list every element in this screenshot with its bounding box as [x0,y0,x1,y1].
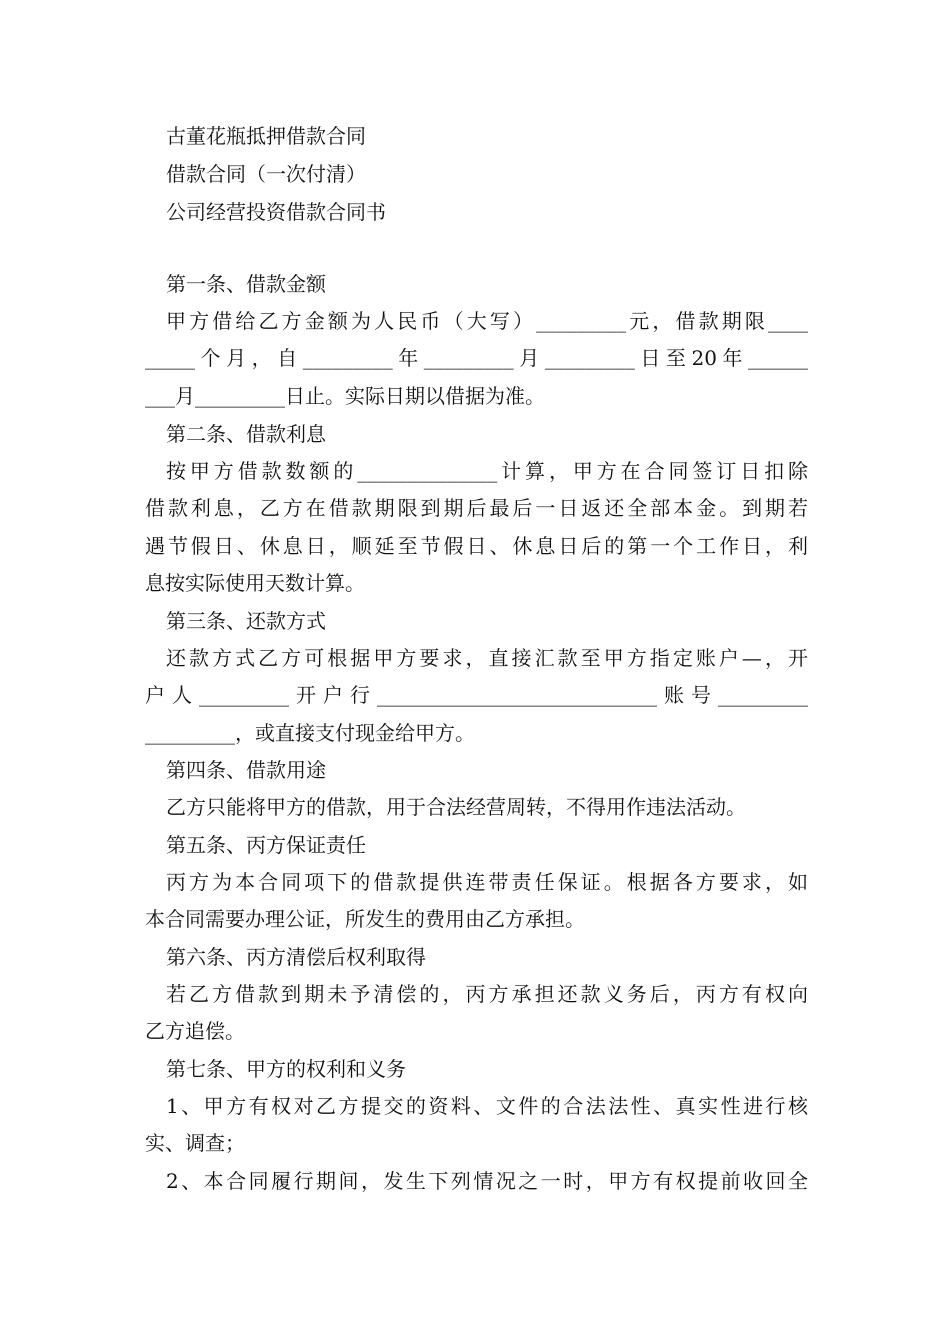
title-line-2: 借款合同（一次付清） [166,162,366,186]
title-line-1: 古董花瓶抵押借款合同 [166,124,366,148]
body-line: 丙方为本合同项下的借款提供连带责任保证。根据各方要求，如 [166,870,808,894]
body-line: 息按实际使用天数计算。 [145,571,365,595]
article-6-heading: 第六条、丙方清偿后权利取得 [166,945,426,969]
body-line: ___月_________日止。实际日期以借据为准。 [145,384,545,408]
article-7-heading: 第七条、甲方的权利和义务 [166,1057,406,1081]
body-line: 按甲方借款数额的______________计算，甲方在合同签订日扣除 [166,459,808,483]
article-2-heading: 第二条、借款利息 [166,422,326,446]
body-line: 乙方只能将甲方的借款，用于合法经营周转，不得用作违法活动。 [166,795,746,819]
article-4-heading: 第四条、借款用途 [166,758,326,782]
title-line-3: 公司经营投资借款合同书 [166,200,386,224]
article-1-heading: 第一条、借款金额 [166,272,326,296]
body-line: 遇节假日、休息日，顺延至节假日、休息日后的第一个工作日，利 [145,534,808,558]
body-line: 1、甲方有权对乙方提交的资料、文件的合法法性、真实性进行核 [166,1094,808,1118]
article-5-heading: 第五条、丙方保证责任 [166,833,366,857]
body-line: 还款方式乙方可根据甲方要求，直接汇款至甲方指定账户—，开 [166,646,808,670]
body-line: 户人_________开户行____________________________账号_________ [145,683,808,707]
article-3-heading: 第三条、还款方式 [166,609,326,633]
body-line: 2、本合同履行期间，发生下列情况之一时，甲方有权提前收回全 [166,1169,808,1193]
body-line: _________，或直接支付现金给甲方。 [145,721,475,745]
body-line: 借款利息，乙方在借款期限到期后最后一日返还全部本金。到期若 [145,496,808,520]
body-line: 本合同需要办理公证，所发生的费用由乙方承担。 [145,907,585,931]
body-line: 甲方借给乙方金额为人民币（大写）_________元，借款期限____ [166,309,808,333]
body-line: 实、调查； [145,1131,245,1155]
body-line: 若乙方借款到期未予清偿的，丙方承担还款义务后，丙方有权向 [166,982,808,1006]
body-line: 乙方追偿。 [145,1019,245,1043]
body-line: _____个月，自_________年_________月_________日至20年______ [145,346,808,370]
